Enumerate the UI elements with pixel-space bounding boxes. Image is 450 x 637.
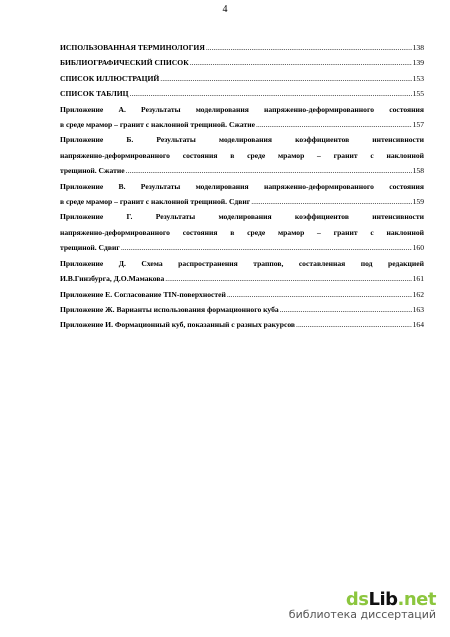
dot-leader [296, 317, 412, 332]
dot-leader [190, 55, 412, 70]
logo-ds: ds [345, 589, 369, 610]
toc-entry-last-line [60, 117, 424, 132]
toc-entry[interactable] [60, 179, 424, 210]
logo-net: .net [397, 589, 436, 610]
toc-entry-last-line [60, 302, 424, 317]
toc-entry-page: 157 [412, 120, 424, 130]
toc-entry-last-line [60, 240, 424, 255]
logo-lib: Lib [368, 589, 398, 610]
toc-entry-line: Приложение Г. Результаты моделирования коэффициентов интенсивности [60, 212, 424, 222]
toc-entry[interactable] [60, 302, 424, 317]
toc-entry-page: 158 [412, 166, 424, 176]
toc-entry-page: 163 [412, 304, 424, 314]
toc-entry-line: напряженно-деформированного состояния в среде мрамор – гранит с наклонной [60, 227, 424, 237]
toc-entry-page: 138 [412, 43, 424, 52]
toc-entry-line: Приложение А. Результаты моделирования напряженно-деформированного состояния [60, 104, 424, 114]
dslib-logo [289, 589, 436, 610]
toc-entry-title: И.В.Гинзбурга, Д.О.Мамакова [60, 274, 165, 284]
dot-leader [165, 271, 411, 286]
toc-entry-last-line [60, 271, 424, 286]
toc-entry-title: СПИСОК ИЛЛЮСТРАЦИЙ [60, 73, 160, 83]
toc-entry-title: Приложение Е. Согласование TIN-поверхностей [60, 289, 226, 299]
toc-entry[interactable] [60, 287, 424, 302]
toc-entry-title: ИСПОЛЬЗОВАННАЯ ТЕРМИНОЛОГИЯ [60, 43, 205, 52]
toc-entry[interactable] [60, 40, 424, 55]
dot-leader [256, 117, 412, 132]
toc-entry-page: 139 [412, 58, 424, 68]
toc-entry-page: 162 [412, 289, 424, 299]
toc-entry-page: 153 [412, 73, 424, 83]
dot-leader [227, 287, 412, 302]
toc-entry-title: БИБЛИОГРАФИЧЕСКИЙ СПИСОК [60, 58, 189, 68]
dot-leader [280, 302, 412, 317]
dslib-watermark[interactable] [289, 589, 436, 621]
toc-entry-title: СПИСОК ТАБЛИЦ [60, 89, 129, 99]
toc-entry[interactable] [60, 102, 424, 133]
table-of-contents [60, 40, 424, 333]
toc-entry-line: Приложение Б. Результаты моделирования коэффициентов интенсивности [60, 135, 424, 145]
toc-entry[interactable] [60, 132, 424, 178]
toc-entry-last-line [60, 194, 424, 209]
dot-leader [130, 86, 412, 101]
toc-entry-page: 164 [412, 320, 424, 330]
dot-leader [126, 163, 412, 178]
page-number: 4 [222, 4, 228, 15]
toc-entry-title: Приложение Ж. Варианты использования формационного куба [60, 304, 279, 314]
dot-leader [121, 240, 412, 255]
toc-entry-line: Приложение Д. Схема распространения траппов, составленная под редакцией [60, 258, 424, 268]
toc-entry-page: 155 [412, 89, 424, 99]
toc-entry[interactable] [60, 86, 424, 101]
toc-entry-last-line [60, 163, 424, 178]
toc-entry-title: Приложение И. Формационный куб, показанный с разных ракурсов [60, 320, 296, 330]
toc-entry-last-line [60, 40, 424, 55]
toc-entry-line: Приложение В. Результаты моделирования напряженно-деформированного состояния [60, 181, 424, 191]
toc-entry-page: 160 [412, 243, 424, 253]
toc-entry[interactable] [60, 209, 424, 255]
dot-leader [160, 71, 411, 86]
toc-entry[interactable] [60, 55, 424, 70]
toc-entry-page: 161 [412, 274, 424, 284]
toc-entry[interactable] [60, 256, 424, 287]
dot-leader [206, 40, 412, 55]
toc-entry-last-line [60, 86, 424, 101]
toc-entry-last-line [60, 317, 424, 332]
dot-leader [251, 194, 411, 209]
toc-entry-title: в среде мрамор – гранит с наклонной трещиной. Сжатие [60, 120, 256, 130]
toc-entry-title: в среде мрамор – гранит с наклонной трещиной. Сдвиг [60, 197, 251, 207]
toc-entry-title: трещиной. Сжатие [60, 166, 125, 176]
toc-entry-title: трещиной. Сдвиг [60, 243, 120, 253]
toc-entry-last-line [60, 55, 424, 70]
toc-entry-last-line [60, 71, 424, 86]
toc-entry[interactable] [60, 71, 424, 86]
toc-entry-last-line [60, 287, 424, 302]
watermark-subtitle: библиотека диссертаций [288, 608, 436, 621]
toc-entry-line: напряженно-деформированного состояния в среде мрамор – гранит с наклонной [60, 150, 424, 160]
toc-entry[interactable] [60, 317, 424, 332]
toc-entry-page: 159 [412, 197, 424, 207]
